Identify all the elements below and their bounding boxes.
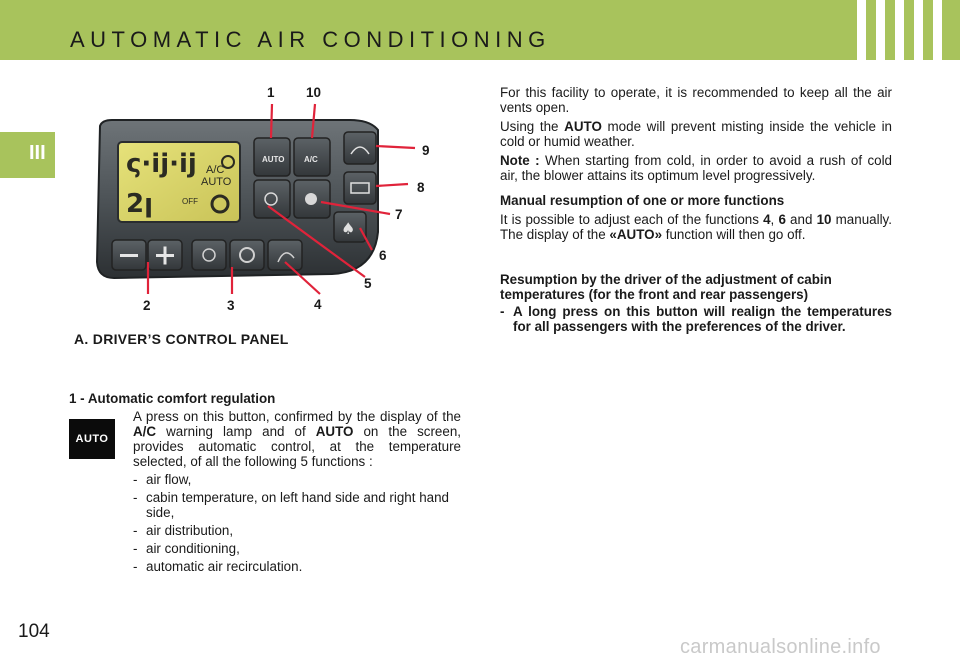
header-stripe <box>895 0 904 60</box>
recirculation-button <box>268 240 302 270</box>
list-item: - cabin temperature, on left hand side and right hand side, <box>133 490 461 520</box>
callout-2: 2 <box>143 298 151 313</box>
callout-6: 6 <box>379 248 387 263</box>
auto-button-icon <box>69 419 115 459</box>
callout-9: 9 <box>422 143 430 158</box>
paragraph: For this facility to operate, it is recommended to keep all the air vents open. <box>500 85 892 115</box>
fan-minus-button <box>192 240 226 270</box>
callout-1: 1 <box>267 85 275 100</box>
header-stripe <box>857 0 866 60</box>
svg-text:A/C: A/C <box>304 155 318 164</box>
list-item: - air distribution, <box>133 523 461 538</box>
page-title: AUTOMATIC AIR CONDITIONING <box>70 27 551 52</box>
lcd-ac: A/C <box>206 164 225 176</box>
header-bar <box>0 0 960 60</box>
callout-5: 5 <box>364 276 372 291</box>
paragraph: Using the AUTO mode will prevent misting inside the vehicle in cold or humid weather. <box>500 119 893 149</box>
left-column <box>69 391 461 406</box>
svg-text:AUTO: AUTO <box>262 155 285 164</box>
callout-3: 3 <box>227 298 235 313</box>
control-panel-illustration <box>82 82 452 322</box>
header-stripe <box>933 0 942 60</box>
chapter-tab-label: III <box>29 142 46 164</box>
header-stripe <box>876 0 885 60</box>
callout-7: 7 <box>395 207 403 222</box>
callout-4: 4 <box>314 297 322 312</box>
list-item: - air flow, <box>133 472 461 487</box>
intro-paragraph: A press on this button, confirmed by the display of the A/C warning lamp and of AUTO on the screen, provides automatic control, at the temperature selected, of all the following 5 functions : <box>133 409 461 469</box>
subheading: Manual resumption of one or more functions <box>500 193 785 208</box>
section-heading: 1 - Automatic comfort regulation <box>69 391 276 406</box>
watermark: carmanualsonline.info <box>680 636 881 658</box>
note-paragraph: Note : When starting from cold, in order to avoid a rush of cold air, the blower attains its optimum level progressively. <box>500 153 893 183</box>
list-item: - automatic air recirculation. <box>133 559 461 574</box>
lcd-off: OFF <box>182 197 198 206</box>
right-column <box>500 85 892 334</box>
windscreen-demist-button <box>344 132 376 164</box>
function-list <box>133 472 461 574</box>
subheading: Resumption by the driver of the adjustment of cabin temperatures (for the front and rear passengers) <box>500 272 832 302</box>
list-item: - air conditioning, <box>133 541 461 556</box>
list-item: - A long press on this button will realign the temperatures for all passengers with the preferences of the driver. <box>500 304 892 334</box>
chapter-tab <box>0 132 55 178</box>
left-body <box>133 409 461 574</box>
lcd-glyphs: 2ꞁ <box>126 189 154 219</box>
paragraph: It is possible to adjust each of the functions 4, 6 and 10 manually. The display of the «AUTO» function will then go off. <box>500 212 892 242</box>
callout-10: 10 <box>306 85 322 100</box>
page-number: 104 <box>18 621 50 642</box>
callout-8: 8 <box>417 180 425 195</box>
figure-caption: A. DRIVER’S CONTROL PANEL <box>74 331 289 347</box>
resumption-list <box>500 304 892 334</box>
lcd-auto: AUTO <box>201 176 232 188</box>
temp-right-icon <box>305 193 317 205</box>
fan-plus-button <box>230 240 264 270</box>
rear-demist-button <box>344 172 376 204</box>
distribution-icon: ♠ <box>341 219 356 238</box>
temp-left-button <box>254 180 290 218</box>
control-panel-svg <box>82 82 452 322</box>
auto-icon-label: AUTO <box>75 433 109 445</box>
header-stripe <box>914 0 923 60</box>
lcd-glyphs: ς·ij·ij <box>126 149 197 179</box>
